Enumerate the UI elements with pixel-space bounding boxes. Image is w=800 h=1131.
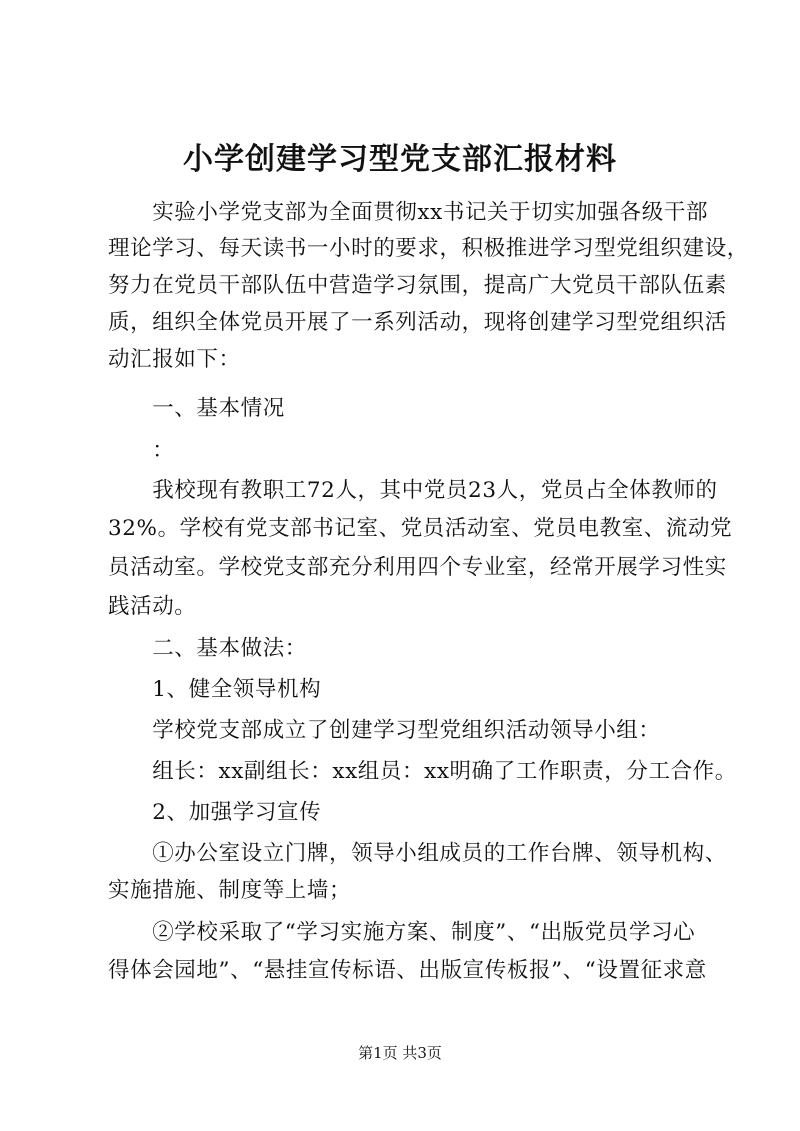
page-number-footer: 第1页 共3页	[358, 1044, 442, 1062]
body-line: 32%。学校有党支部书记室、党员活动室、党员电教室、流动党	[108, 516, 733, 541]
body-line: ：	[108, 438, 175, 463]
section-heading: 一、基本情况	[108, 396, 285, 421]
body-line: 质，组织全体党员开展了一系列活动，现将创建学习型党组织活	[108, 310, 727, 335]
section-heading: 二、基本做法：	[108, 636, 307, 661]
body-line: ①办公室设立门牌，领导小组成员的工作台牌、领导机构、	[108, 841, 727, 866]
subsection-heading: 2、加强学习宣传	[108, 800, 322, 825]
body-line: 我校现有教职工72人，其中党员23人，党员占全体教师的	[108, 478, 718, 503]
body-line: 理论学习、每天读书一小时的要求，积极推进学习型党组织建设，	[108, 236, 749, 261]
body-line: 践活动。	[108, 594, 197, 619]
document-title: 小学创建学习型党支部汇报材料	[183, 142, 617, 177]
subsection-heading: 1、健全领导机构	[108, 677, 322, 702]
body-line: 学校党支部成立了创建学习型党组织活动领导小组：	[108, 718, 661, 743]
body-line: 努力在党员干部队伍中营造学习氛围，提高广大党员干部队伍素	[108, 273, 727, 298]
body-line: 得体会园地”、“悬挂宣传标语、出版宣传板报”、“设置征求意	[108, 958, 707, 983]
body-line: 员活动室。学校党支部充分利用四个专业室，经常开展学习性实	[108, 555, 727, 580]
body-line: 组长：xx副组长：xx组员：xx明确了工作职责，分工合作。	[108, 759, 737, 784]
body-line: 动汇报如下：	[108, 347, 241, 372]
body-line: 实施措施、制度等上墙；	[108, 878, 352, 903]
body-line: ②学校采取了“学习实施方案、制度”、“出版党员学习心	[108, 920, 696, 945]
body-line: 实验小学党支部为全面贯彻xx书记关于切实加强各级干部	[108, 200, 709, 225]
